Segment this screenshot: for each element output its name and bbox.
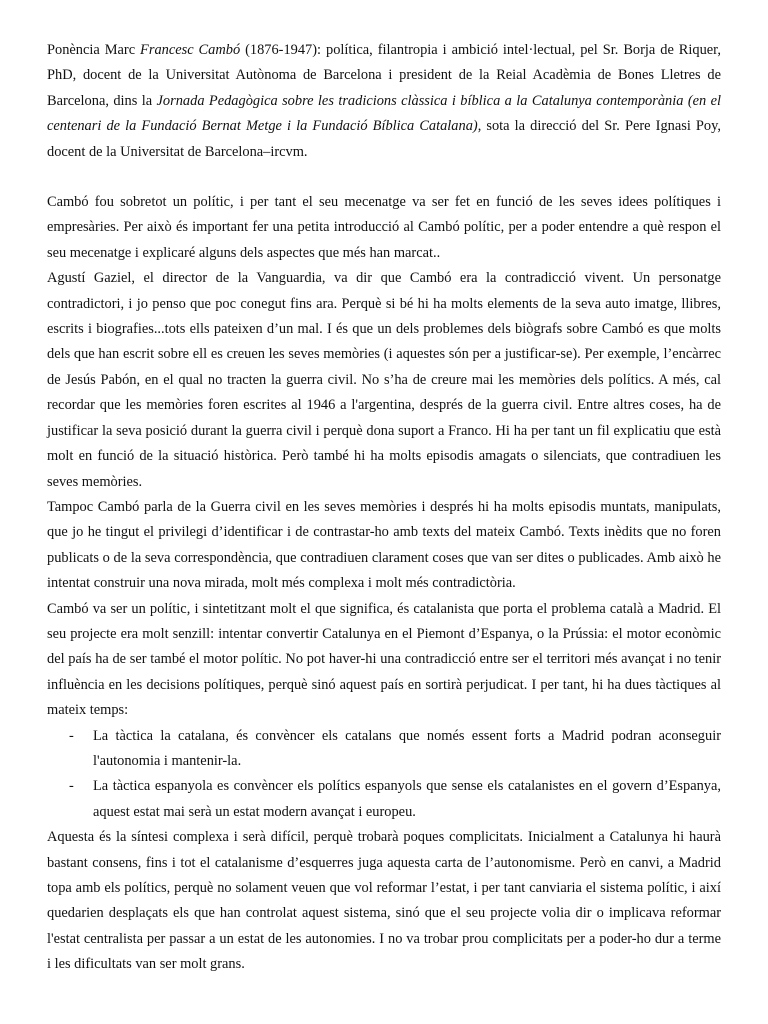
list-dash: - [69,727,74,744]
list-item-text: La tàctica la catalana, és convèncer els catalans que només essent forts a Madrid podran aconseguir l'autonomia i mantenir-la. [93,727,721,769]
intro-paragraph [47,38,721,165]
closing-paragraph: Aquesta és la síntesi complexa i serà difícil, perquè trobarà poques complicitats. Inicialment a Catalunya hi haurà bastant consens, fins i tot el catalanisme d’esquerres juga aquesta carta de l’autonomisme. Però en canvi, a Madrid topa amb els polítics, perquè no solament veuen que vol reformar l’estat, i per tant canviaria el sistema polític, i així quedarien desplaçats els que han controlat aquest sistema, sinó que el seu projecte volia dir o implicava reformar l'estat centralista per passar a un estat de les autonomies. I no va trobar prou complicitats per a poder-ho dur a terme i les dificultats van ser molt grans. [47,829,721,973]
body-paragraph: Cambó fou sobretot un polític, i per tant el seu mecenatge va ser fet en funció de les seves idees polítiques i empresàries. Per això és important fer una petita introducció al Cambó polític, per a poder entendre a què respon el seu mecenatge i explicaré alguns dels aspectes que més han marcat.. [47,194,721,261]
body-paragraph: Agustí Gaziel, el director de la Vanguardia, va dir que Cambó era la contradicció vivent. Un personatge contradictori, i jo penso que poc conegut fins ara. Perquè si bé hi ha molts elements de la seva auto imatge, llibres, escrits i biografies...tots ells pateixen d’un mal. I és que un dels problemes dels biògrafs sobre Cambó es que molts dels que han escrit sobre ell es creuen les seves memòries (i aquestes són per a justificar-se). Per exemple, l’encàrrec de Jesús Pabón, en el qual no tracten la guerra civil. No s’ha de creure mai les memòries dels polítics. A més, cal recordar que les memòries foren escrites al 1946 a l'argentina, després de la guerra civil. Entre altres coses, ha de justificar la seva posició durant la guerra civil i perquè dona suport a Franco. Hi ha per tant un fil explicatiu que està molt en funció de la situació històrica. Però també hi ha molts episodis amagats o silenciats, que contradiuen les seves memòries. [47,270,721,490]
intro-name-italic: Francesc Cambó [140,42,241,58]
tactics-list [47,724,721,826]
paragraph-spacer [47,165,721,190]
list-item-text: La tàctica espanyola es convèncer els polítics espanyols que sense els catalanistes en el govern d’Espanya, aquest estat mai serà un estat modern avançat i europeu. [93,778,721,820]
list-dash: - [69,778,74,795]
body-paragraph: Tampoc Cambó parla de la Guerra civil en les seves memòries i després hi ha molts episodis muntats, manipulats, que jo he tingut el privilegi d’identificar i de contrastar-ho amb texts del mateix Cambó. Texts inèdits que no foren publicats o de la seva correspondència, que contradiuen clarament coses que van ser dites o publicades. Amb això he intentat construir una nova mirada, molt més complexa i molt més contradictòria. [47,498,721,592]
list-item [47,774,721,825]
intro-text-c: (1876-1947): política, filantropia i ambició intel·lectual, pel Sr. Borja de Riquer, PhD, docent de la Universitat Autònoma de Barcelona i president de la Reial Acadèmia de Bones Lletres de Barcelona, dins la [47,42,721,109]
intro-text-e: , sota la direcció del Sr. Pere Ignasi Poy, docent de la Universitat de Barcelona–ircvm. [47,118,721,160]
intro-text-a: Ponència Marc [47,42,141,58]
list-item [47,724,721,775]
intro-event-italic: Jornada Pedagògica sobre les tradicions clàssica i bíblica a la Catalunya contemporània (en el centenari de la Fundació Bernat Metge i la Fundació Bíblica Catalana) [47,92,721,135]
body-paragraph: Cambó va ser un polític, i sintetitzant molt el que significa, és catalanista que porta el problema català a Madrid. El seu projecte era molt senzill: intentar convertir Catalunya en el Piemont d’Espanya, o la Prússia: el motor econòmic del país ha de ser també el motor polític. No pot haver-hi una contradicció entre ser el territori més avançat i no tenir influència en les decisions polítiques, perquè sinó aquest país en sortirà perjudicat. I per tant, hi ha dues tàctiques al mateix temps: [47,600,721,719]
